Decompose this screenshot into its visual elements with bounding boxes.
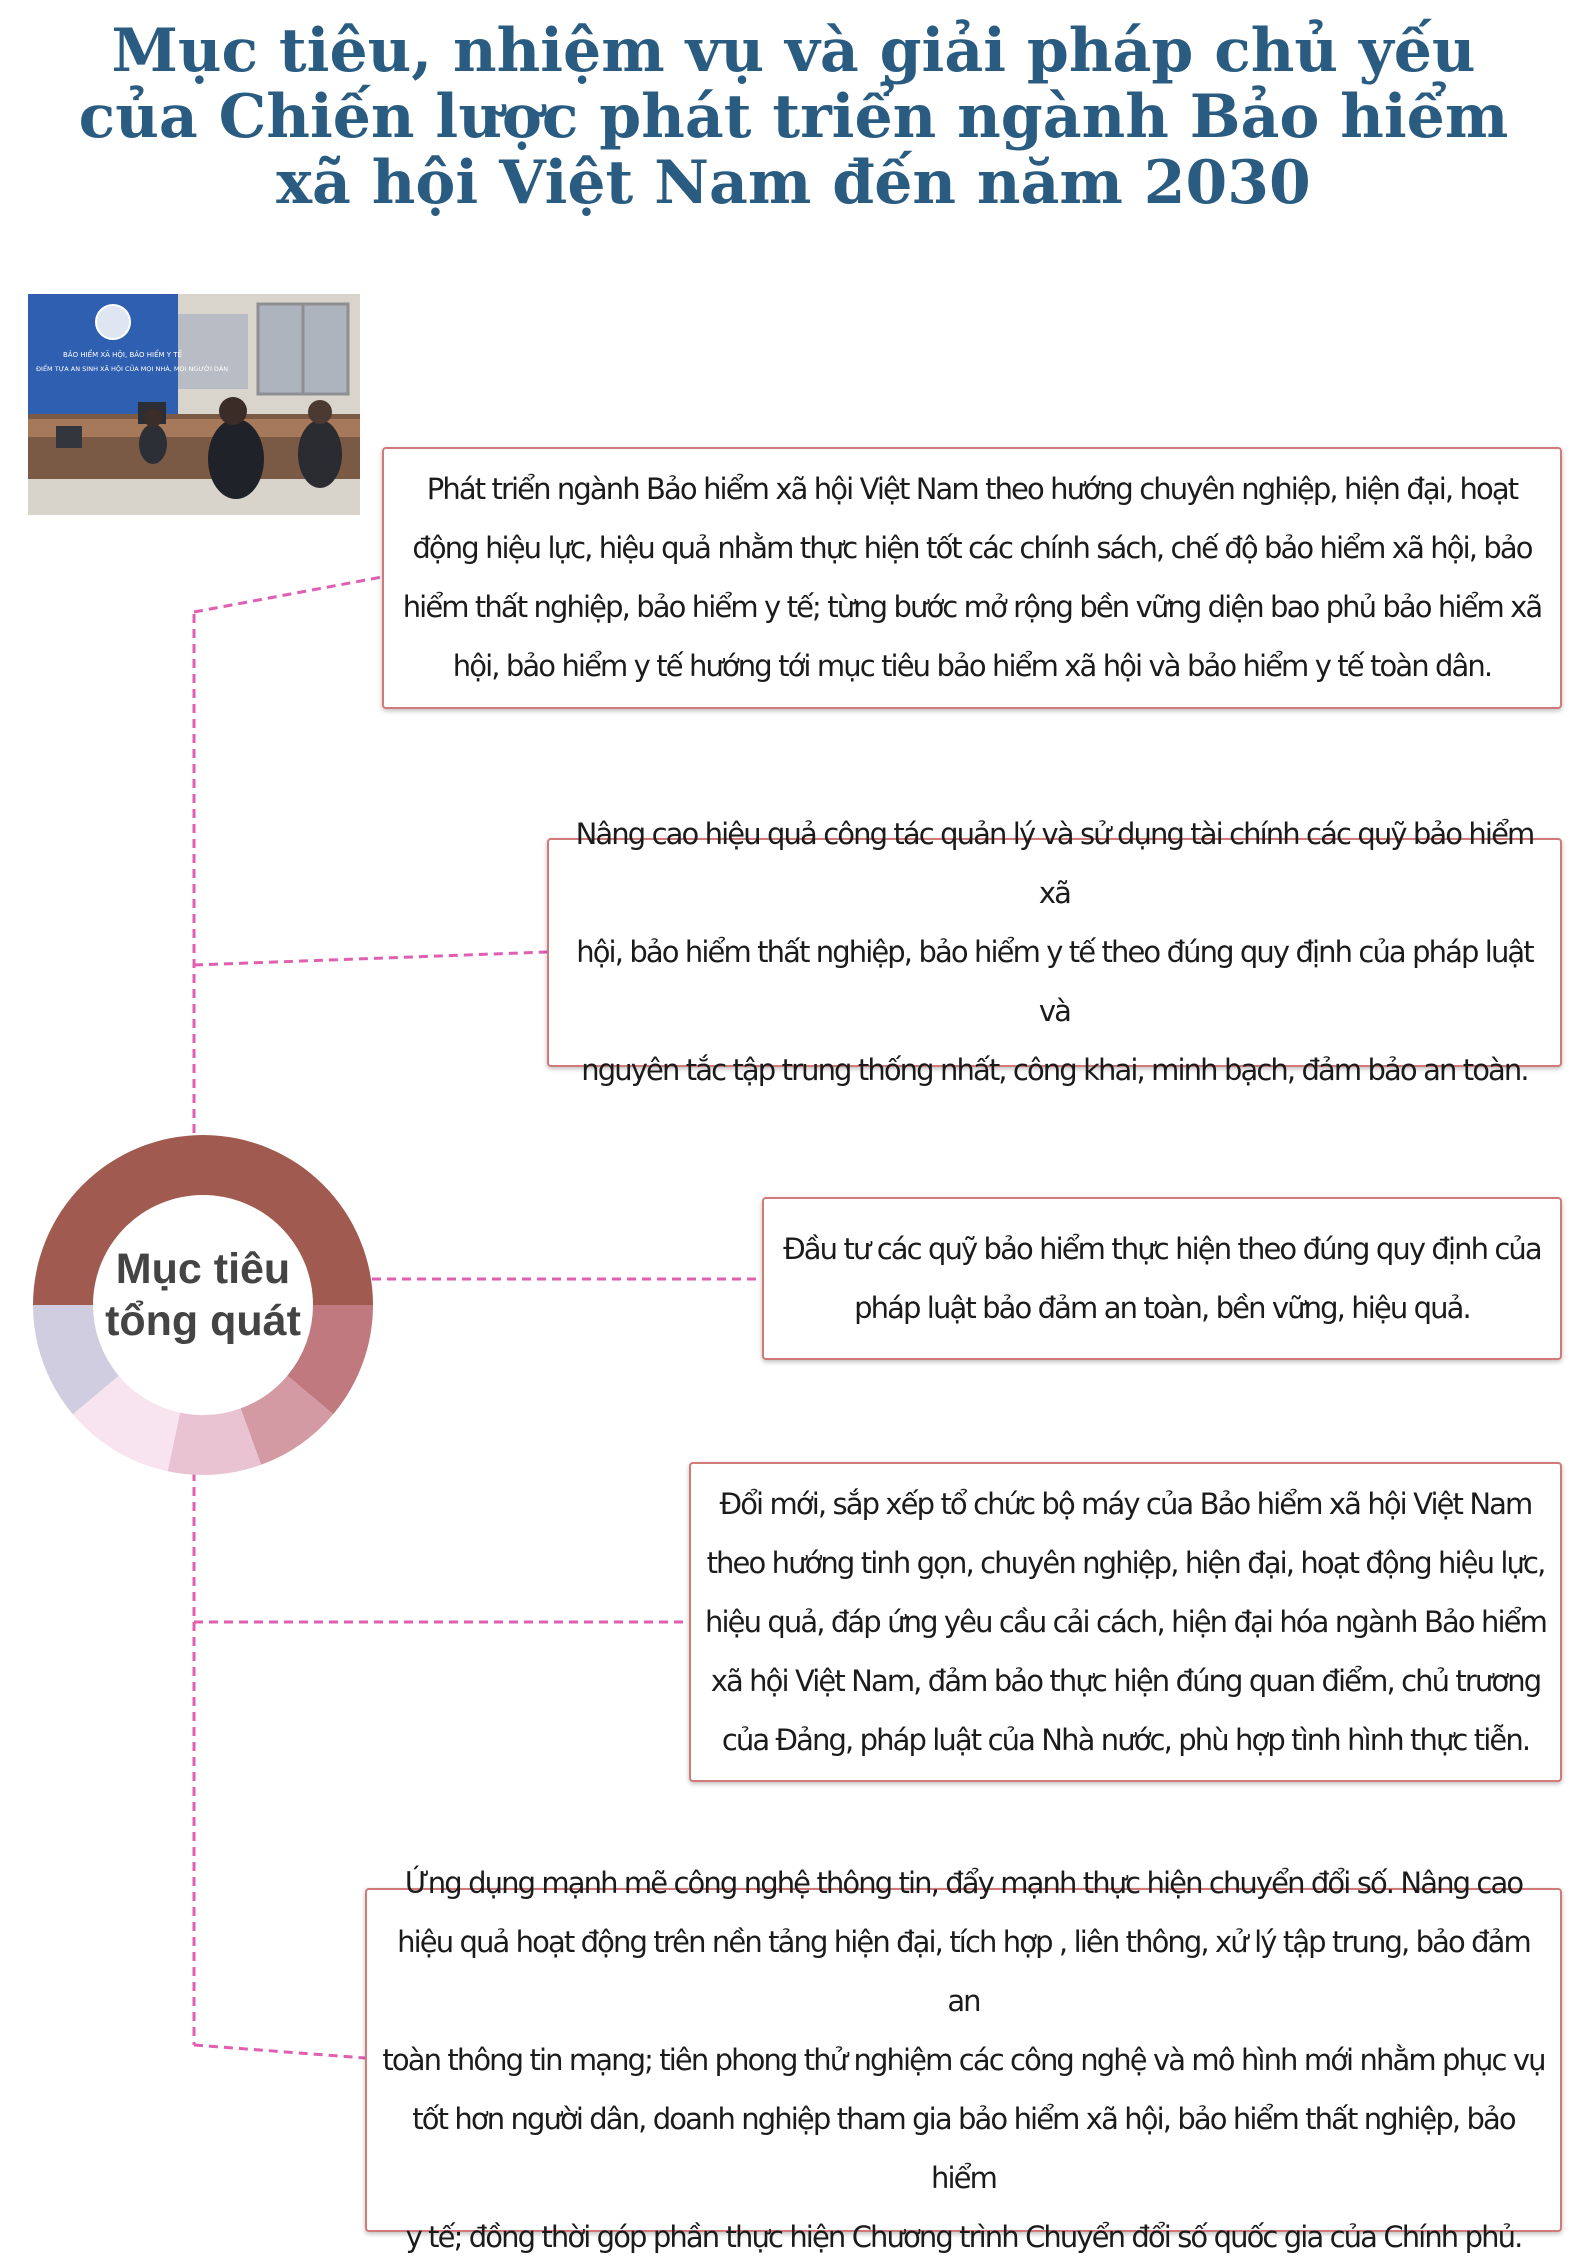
objective-line: xã hội Việt Nam, đảm bảo thực hiện đúng quan điểm, chủ trương	[710, 1663, 1541, 1698]
photo-sign-line-1: BẢO HIỂM XÃ HỘI, BẢO HIỂM Y TẾ	[63, 351, 182, 359]
objective-line: nguyên tắc tập trung thống nhất, công khai, minh bạch, đảm bảo an toàn.	[581, 1053, 1528, 1087]
objective-line: hội, bảo hiểm thất nghiệp, bảo hiểm y tế theo đúng quy định của pháp luật và	[576, 935, 1533, 1028]
objective-line: toàn thông tin mạng; tiên phong thử nghiệm các công nghệ và mô hình mới nhằm phục vụ	[382, 2042, 1545, 2077]
objective-box-1	[382, 447, 1562, 709]
objective-line: Ứng dụng mạnh mẽ công nghệ thông tin, đẩy mạnh thực hiện chuyển đổi số. Nâng cao	[404, 1865, 1523, 1900]
title-line: xã hội Việt Nam đến năm 2030	[276, 148, 1311, 218]
photo-sign-line-2: ĐIỂM TỰA AN SINH XÃ HỘI CỦA MỌI NHÀ, MỌI NGƯỜI DÂN	[36, 365, 229, 373]
objective-line: Nâng cao hiệu quả công tác quản lý và sử dụng tài chính các quỹ bảo hiểm xã	[575, 817, 1534, 910]
objective-line: tốt hơn người dân, doanh nghiệp tham gia bảo hiểm xã hội, bảo hiểm thất nghiệp, bảo hiểm	[412, 2101, 1515, 2195]
objective-line: động hiệu lực, hiệu quả nhằm thực hiện tốt các chính sách, chế độ bảo hiểm xã hội, bảo	[412, 531, 1532, 565]
objective-box-3	[762, 1197, 1562, 1360]
title-line: của Chiến lược phát triển ngành Bảo hiểm	[78, 82, 1509, 152]
objective-line: Đổi mới, sắp xếp tổ chức bộ máy của Bảo hiểm xã hội Việt Nam	[719, 1486, 1532, 1521]
objective-line: hiểm thất nghiệp, bảo hiểm y tế; từng bước mở rộng bền vững diện bao phủ bảo hiểm xã	[402, 590, 1542, 624]
connector-branch-5	[194, 2045, 365, 2058]
center-label-line-1: Mục tiêu	[115, 1245, 291, 1293]
objective-line: hiệu quả, đáp ứng yêu cầu cải cách, hiện đại hóa ngành Bảo hiểm	[705, 1604, 1546, 1639]
center-label-line-2: tổng quát	[105, 1297, 301, 1345]
connector-branch-2	[194, 952, 547, 965]
objective-line: hội, bảo hiểm y tế hướng tới mục tiêu bảo hiểm xã hội và bảo hiểm y tế toàn dân.	[452, 649, 1492, 683]
objective-line: theo hướng tinh gọn, chuyên nghiệp, hiện đại, hoạt động hiệu lực,	[706, 1545, 1545, 1580]
objective-line: y tế; đồng thời góp phần thực hiện Chương trình Chuyển đổi số quốc gia của Chính phủ.	[405, 2219, 1522, 2254]
objective-line: hiệu quả hoạt động trên nền tảng hiện đại, tích hợp , liên thông, xử lý tập trung, bảo đảm an	[397, 1924, 1530, 2018]
center-label	[78, 1243, 328, 1347]
objective-line: Phát triển ngành Bảo hiểm xã hội Việt Nam theo hướng chuyên nghiệp, hiện đại, hoạt	[426, 472, 1518, 506]
objective-line: của Đảng, pháp luật của Nhà nước, phù hợp tình hình thực tiễn.	[721, 1722, 1530, 1757]
objective-box-2	[547, 817, 1562, 1087]
title-line: Mục tiêu, nhiệm vụ và giải pháp chủ yếu	[111, 16, 1476, 86]
objective-line: Đầu tư các quỹ bảo hiểm thực hiện theo đúng quy định của	[783, 1231, 1541, 1266]
objective-line: pháp luật bảo đảm an toàn, bền vững, hiệu quả.	[854, 1290, 1470, 1325]
objective-box-5	[365, 1865, 1562, 2254]
objective-box-4	[689, 1462, 1562, 1782]
connector-branch-1	[194, 577, 382, 612]
